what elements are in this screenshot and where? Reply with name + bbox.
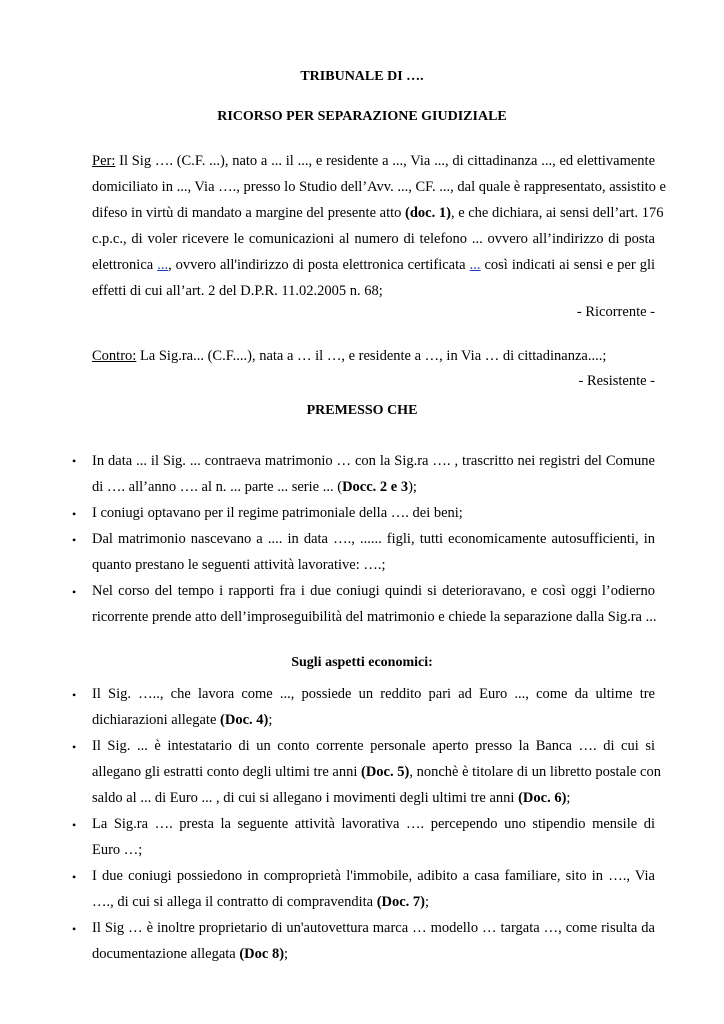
line: Il Sig. ... è intestatario di un conto corrente personale aperto presso la Banca …. di cui si [92, 738, 655, 754]
line: In data ... il Sig. ... contraeva matrimonio … con la Sig.ra …. , trascritto nei registri del Comune [92, 453, 655, 469]
line: ; [268, 712, 273, 728]
premesso-heading: PREMESSO CHE [306, 403, 418, 418]
line: Dal matrimonio nascevano a .... in data …., ...... figli, tutti economicamente autosufficienti, in [92, 531, 655, 547]
contro-text: La Sig.ra... (C.F....), nata a … il …, e residente a …, in Via … di cittadinanza....; [139, 348, 607, 364]
bullet-icon: • [72, 740, 77, 754]
economici-item-5 [92, 915, 655, 967]
premesso-item-3 [92, 526, 655, 578]
line: I coniugi optavano per il regime patrimoniale della …. dei beni; [92, 505, 463, 521]
per-line-6: effetti di cui all’art. 2 del D.P.R. 11.02.2005 n. 68; [92, 283, 383, 299]
line: ); [408, 479, 417, 495]
doc-ref: (Doc. 4) [220, 712, 269, 728]
ricorrente-label: - Ricorrente - [576, 304, 655, 320]
doc-ref: (Doc. 5) [361, 764, 410, 780]
economici-item-3 [92, 811, 655, 863]
per-label: Per: [92, 153, 116, 169]
per-line-1: Il Sig …. (C.F. ...), nato a ... il ..., e residente a ..., Via ..., di cittadinanza ..., ed elettivamente [119, 153, 656, 169]
line: allegano gli estratti conto degli ultimi tre anni [92, 764, 358, 780]
doc-ref: (Doc. 7) [376, 894, 426, 910]
line: Euro …; [92, 842, 143, 858]
line: saldo al ... di Euro ... , di cui si allegano i movimenti degli ultimi tre anni [92, 790, 515, 806]
economici-item-2 [92, 733, 661, 811]
per-line-3c: , e che dichiara, ai sensi dell’art. 176 [450, 205, 664, 221]
line: I due coniugi possiedono in comproprietà l'immobile, adibito a casa familiare, sito in …., Via [92, 868, 655, 884]
resistente-label: - Resistente - [578, 373, 655, 389]
line: ; [284, 946, 289, 962]
line: documentazione allegata [92, 946, 236, 962]
line: ; [566, 790, 571, 806]
per-line-3a: difeso in virtù di mandato a margine del presente atto [92, 205, 402, 221]
premesso-item-2 [92, 500, 655, 526]
economici-item-1 [92, 681, 655, 733]
bullet-icon: • [72, 688, 77, 702]
bullet-icon: • [72, 507, 77, 521]
document-title: RICORSO PER SEPARAZIONE GIUDIZIALE [217, 109, 507, 124]
contro-label: Contro: [92, 348, 137, 364]
pec-link[interactable]: ... [469, 257, 481, 273]
per-line-4: c.p.c., di voler ricevere le comunicazioni al numero di telefono ... ovvero all’indirizzo di posta [92, 231, 655, 247]
line: di …. all’anno …. al n. ... parte ... serie ... ( [92, 479, 343, 495]
per-line-5a: elettronica [92, 257, 154, 273]
per-line-5c: così indicati ai sensi e per gli [484, 257, 656, 273]
line: Nel corso del tempo i rapporti fra i due coniugi quindi si deterioravano, e così oggi l’odierno [92, 583, 655, 599]
court-heading: TRIBUNALE DI …. [300, 69, 424, 84]
line: quanto prestano le seguenti attività lavorative: ….; [92, 557, 386, 573]
line: La Sig.ra …. presta la seguente attività lavorativa …. percependo uno stipendio mensile di [92, 816, 655, 832]
doc-ref: (Doc. 6) [518, 790, 567, 806]
line: Il Sig … è inoltre proprietario di un'autovettura marca … modello … targata …, come risulta da [92, 920, 655, 936]
premesso-item-4 [92, 578, 655, 630]
bullet-icon: • [72, 533, 77, 547]
bullet-icon: • [72, 870, 77, 884]
line: ; [425, 894, 430, 910]
per-paragraph [92, 148, 666, 304]
bullet-icon: • [72, 922, 77, 936]
economici-item-4 [92, 863, 655, 915]
doc-ref: Docc. 2 e 3 [342, 479, 409, 495]
bullet-icon: • [72, 585, 77, 599]
line: , nonchè è titolare di un libretto postale con [409, 764, 661, 780]
line: …., di cui si allega il contratto di compravendita [92, 894, 374, 910]
doc-ref: (doc. 1) [405, 205, 451, 221]
email-link[interactable]: ... [157, 257, 169, 273]
bullet-icon: • [72, 818, 77, 832]
line: Il Sig. ….., che lavora come ..., possiede un reddito pari ad Euro ..., come da ultime tre [92, 686, 655, 702]
per-line-5b: , ovvero all'indirizzo di posta elettronica certificata [168, 257, 466, 273]
economici-heading: Sugli aspetti economici: [291, 655, 433, 670]
per-line-2: domiciliato in ..., Via …., presso lo Studio dell’Avv. ..., CF. ..., dal quale è rappresentato, assistito e [92, 179, 666, 195]
bullet-icon: • [72, 454, 77, 468]
premesso-item-1 [92, 448, 655, 500]
line: dichiarazioni allegate [92, 712, 217, 728]
line: ricorrente prende atto dell’improseguibilità del matrimonio e chiede la separazione dalla Sig.ra ... [92, 609, 657, 625]
contro-paragraph [92, 343, 655, 369]
doc-ref: (Doc 8) [239, 946, 285, 962]
